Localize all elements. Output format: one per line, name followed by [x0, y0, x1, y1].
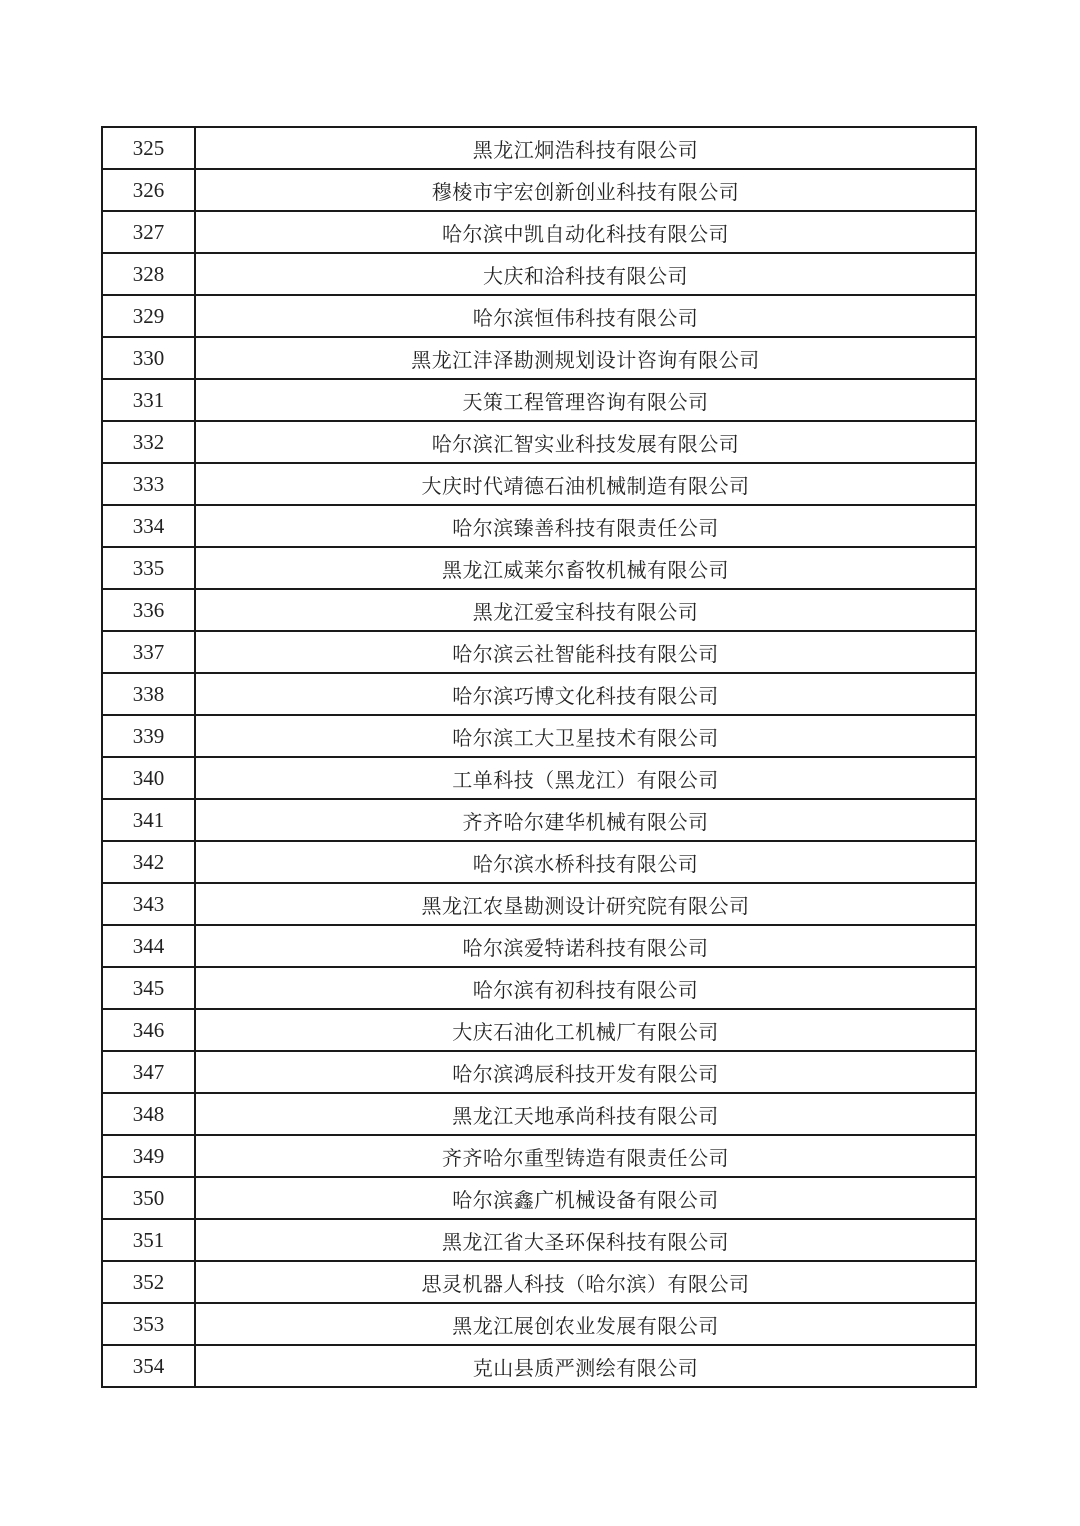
company-name: 大庆石油化工机械厂有限公司 [195, 1009, 976, 1051]
table-row [102, 925, 976, 967]
company-list-body [102, 127, 976, 1387]
row-number: 333 [102, 463, 195, 505]
table-row [102, 379, 976, 421]
table-row [102, 631, 976, 673]
company-name: 哈尔滨巧博文化科技有限公司 [195, 673, 976, 715]
company-name: 齐齐哈尔建华机械有限公司 [195, 799, 976, 841]
table-row [102, 673, 976, 715]
company-name: 黑龙江农垦勘测设计研究院有限公司 [195, 883, 976, 925]
row-number: 345 [102, 967, 195, 1009]
company-name: 工单科技（黑龙江）有限公司 [195, 757, 976, 799]
company-name: 大庆时代靖德石油机械制造有限公司 [195, 463, 976, 505]
table-row [102, 127, 976, 169]
row-number: 340 [102, 757, 195, 799]
company-name: 哈尔滨工大卫星技术有限公司 [195, 715, 976, 757]
company-name: 天策工程管理咨询有限公司 [195, 379, 976, 421]
company-name: 克山县质严测绘有限公司 [195, 1345, 976, 1387]
row-number: 353 [102, 1303, 195, 1345]
row-number: 349 [102, 1135, 195, 1177]
table-row [102, 883, 976, 925]
company-name: 黑龙江天地承尚科技有限公司 [195, 1093, 976, 1135]
table-row [102, 799, 976, 841]
row-number: 338 [102, 673, 195, 715]
table-row [102, 1303, 976, 1345]
company-name: 哈尔滨臻善科技有限责任公司 [195, 505, 976, 547]
row-number: 330 [102, 337, 195, 379]
row-number: 332 [102, 421, 195, 463]
company-name: 哈尔滨有初科技有限公司 [195, 967, 976, 1009]
table-row [102, 967, 976, 1009]
table-row [102, 421, 976, 463]
table-row [102, 1177, 976, 1219]
company-name: 黑龙江沣泽勘测规划设计咨询有限公司 [195, 337, 976, 379]
row-number: 336 [102, 589, 195, 631]
table-row [102, 295, 976, 337]
table-row [102, 253, 976, 295]
table-row [102, 1051, 976, 1093]
row-number: 352 [102, 1261, 195, 1303]
company-name: 齐齐哈尔重型铸造有限责任公司 [195, 1135, 976, 1177]
row-number: 347 [102, 1051, 195, 1093]
company-name: 黑龙江展创农业发展有限公司 [195, 1303, 976, 1345]
row-number: 350 [102, 1177, 195, 1219]
table-row [102, 211, 976, 253]
table-row [102, 841, 976, 883]
company-name: 哈尔滨云社智能科技有限公司 [195, 631, 976, 673]
company-name: 哈尔滨汇智实业科技发展有限公司 [195, 421, 976, 463]
row-number: 346 [102, 1009, 195, 1051]
row-number: 325 [102, 127, 195, 169]
row-number: 327 [102, 211, 195, 253]
row-number: 344 [102, 925, 195, 967]
company-name: 哈尔滨水桥科技有限公司 [195, 841, 976, 883]
company-name: 哈尔滨恒伟科技有限公司 [195, 295, 976, 337]
row-number: 329 [102, 295, 195, 337]
table-row [102, 547, 976, 589]
row-number: 354 [102, 1345, 195, 1387]
row-number: 331 [102, 379, 195, 421]
row-number: 337 [102, 631, 195, 673]
company-name: 穆棱市宇宏创新创业科技有限公司 [195, 169, 976, 211]
company-name: 思灵机器人科技（哈尔滨）有限公司 [195, 1261, 976, 1303]
table-row [102, 1219, 976, 1261]
table-row [102, 589, 976, 631]
company-list-table [101, 126, 977, 1388]
row-number: 335 [102, 547, 195, 589]
table-row [102, 715, 976, 757]
table-row [102, 1345, 976, 1387]
table-row [102, 1135, 976, 1177]
row-number: 334 [102, 505, 195, 547]
table-row [102, 1261, 976, 1303]
row-number: 341 [102, 799, 195, 841]
table-row [102, 169, 976, 211]
company-name: 哈尔滨鑫广机械设备有限公司 [195, 1177, 976, 1219]
company-name: 黑龙江炯浩科技有限公司 [195, 127, 976, 169]
row-number: 326 [102, 169, 195, 211]
company-name: 黑龙江威莱尔畜牧机械有限公司 [195, 547, 976, 589]
row-number: 351 [102, 1219, 195, 1261]
table-row [102, 1093, 976, 1135]
company-name: 哈尔滨鸿辰科技开发有限公司 [195, 1051, 976, 1093]
row-number: 342 [102, 841, 195, 883]
table-row [102, 337, 976, 379]
row-number: 328 [102, 253, 195, 295]
row-number: 343 [102, 883, 195, 925]
row-number: 339 [102, 715, 195, 757]
company-name: 大庆和洽科技有限公司 [195, 253, 976, 295]
company-name: 哈尔滨爱特诺科技有限公司 [195, 925, 976, 967]
table-row [102, 1009, 976, 1051]
table-row [102, 505, 976, 547]
table-row [102, 757, 976, 799]
company-name: 哈尔滨中凯自动化科技有限公司 [195, 211, 976, 253]
row-number: 348 [102, 1093, 195, 1135]
table-row [102, 463, 976, 505]
company-name: 黑龙江爱宝科技有限公司 [195, 589, 976, 631]
company-name: 黑龙江省大圣环保科技有限公司 [195, 1219, 976, 1261]
